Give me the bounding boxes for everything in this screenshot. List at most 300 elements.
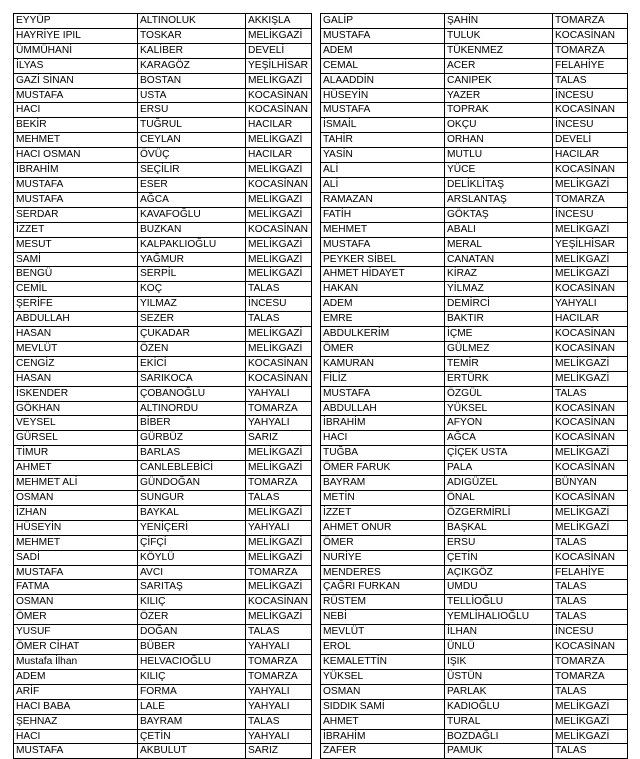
district-cell: KOCASİNAN [246,356,312,371]
table-row [14,714,312,729]
table-row [14,282,312,297]
first-name-cell: YASİN [321,148,445,163]
first-name-cell: BENGÜ [14,267,138,282]
surname-cell: ÖVÜÇ [138,148,246,163]
district-cell: TOMARZA [246,565,312,580]
district-cell: HACILAR [553,148,628,163]
first-name-cell: ADEM [14,669,138,684]
surname-cell: DOĞAN [138,625,246,640]
table-row [14,192,312,207]
surname-cell: KAVAFOĞLU [138,207,246,222]
table-row [321,341,628,356]
table-row [321,222,628,237]
surname-cell: ŞAHİN [445,14,553,29]
surname-cell: ÖZEN [138,341,246,356]
table-row [14,744,312,759]
first-name-cell: FATMA [14,580,138,595]
table-row [321,163,628,178]
first-name-cell: ÇAĞRI FURKAN [321,580,445,595]
table-row [14,491,312,506]
surname-cell: GÜRBÜZ [138,431,246,446]
first-name-cell: CENGİZ [14,356,138,371]
district-cell: MELİKGAZİ [246,192,312,207]
first-name-cell: AHMET [321,714,445,729]
district-cell: KOCASİNAN [553,282,628,297]
district-cell: MELİKGAZİ [246,505,312,520]
surname-cell: ÇOBANOĞLU [138,386,246,401]
first-name-cell: ÜMMÜHANİ [14,43,138,58]
surname-cell: ERTÜRK [445,371,553,386]
surname-cell: ORHAN [445,133,553,148]
first-name-cell: MUSTAFA [14,192,138,207]
first-name-cell: MUSTAFA [14,565,138,580]
district-cell: KOCASİNAN [246,371,312,386]
table-row [14,625,312,640]
first-name-cell: MESUT [14,237,138,252]
table-row [14,640,312,655]
table-row [14,356,312,371]
table-row [321,476,628,491]
first-name-cell: MEVLÜT [321,625,445,640]
district-cell: TOMARZA [246,476,312,491]
district-cell: YAHYALI [246,416,312,431]
table-row [321,371,628,386]
surname-cell: ABALI [445,222,553,237]
surname-cell: KADIOĞLU [445,699,553,714]
surname-cell: YEMLİHALIOĞLU [445,610,553,625]
surname-cell: ÇETİN [138,729,246,744]
table-row [321,714,628,729]
table-row [14,177,312,192]
surname-cell: KILIÇ [138,595,246,610]
surname-cell: ÖZGÜL [445,386,553,401]
table-row [14,684,312,699]
district-cell: MELİKGAZİ [553,505,628,520]
district-cell: SARIZ [246,431,312,446]
surname-cell: KILIÇ [138,669,246,684]
table-row [321,103,628,118]
first-name-cell: ADEM [321,43,445,58]
surname-cell: TOPRAK [445,103,553,118]
district-cell: MELİKGAZİ [553,729,628,744]
first-name-cell: İSMAİL [321,118,445,133]
surname-cell: ALTINORDU [138,401,246,416]
surname-cell: KARAGÖZ [138,58,246,73]
district-cell: TALAS [246,625,312,640]
surname-cell: ERSU [138,103,246,118]
table-row [14,103,312,118]
first-name-cell: ŞERİFE [14,297,138,312]
surname-cell: UMDU [445,580,553,595]
table-row [321,565,628,580]
first-name-cell: OSMAN [14,595,138,610]
surname-cell: BAYRAM [138,714,246,729]
district-cell: TOMARZA [553,14,628,29]
surname-cell: TÜKENMEZ [445,43,553,58]
table-row [14,699,312,714]
district-cell: MELİKGAZİ [553,699,628,714]
table-row [321,73,628,88]
first-name-cell: ÖMER [321,535,445,550]
district-cell: TALAS [553,386,628,401]
district-cell: YEŞİLHİSAR [246,58,312,73]
surname-cell: FORMA [138,684,246,699]
first-name-cell: MEHMET [14,133,138,148]
surname-cell: TULUK [445,28,553,43]
district-cell: KOCASİNAN [246,103,312,118]
district-cell: MELİKGAZİ [553,356,628,371]
table-row [321,14,628,29]
table-row [14,312,312,327]
surname-cell: USTA [138,88,246,103]
table-row [321,43,628,58]
first-name-cell: HACI OSMAN [14,148,138,163]
district-cell: TALAS [553,610,628,625]
surname-cell: HELVACIOĞLU [138,654,246,669]
table-row [14,654,312,669]
surname-cell: IŞIK [445,654,553,669]
first-name-cell: MUSTAFA [14,88,138,103]
surname-cell: SEZER [138,312,246,327]
first-name-cell: SAMİ [14,252,138,267]
table-row [14,133,312,148]
surname-cell: ÜSTÜN [445,669,553,684]
first-name-cell: MUSTAFA [321,28,445,43]
first-name-cell: TAHİR [321,133,445,148]
first-name-cell: ABDULLAH [321,401,445,416]
table-row [321,505,628,520]
district-cell: TOMARZA [246,654,312,669]
district-cell: MELİKGAZİ [246,163,312,178]
district-cell: KOCASİNAN [553,491,628,506]
surname-cell: GÜNDOĞAN [138,476,246,491]
surname-cell: YÜCE [445,163,553,178]
surname-cell: GÖKTAŞ [445,207,553,222]
first-name-cell: HACI [14,729,138,744]
district-cell: KOCASİNAN [553,103,628,118]
surname-cell: ESER [138,177,246,192]
table-row [321,520,628,535]
surname-cell: ÖZGERMİRLİ [445,505,553,520]
first-name-cell: EYYÜP [14,14,138,29]
first-name-cell: SERDAR [14,207,138,222]
first-name-cell: RAMAZAN [321,192,445,207]
first-name-cell: FATİH [321,207,445,222]
first-name-cell: YÜKSEL [321,669,445,684]
first-name-cell: İSKENDER [14,386,138,401]
table-row [14,535,312,550]
surname-cell: AÇIKGÖZ [445,565,553,580]
surname-cell: MERAL [445,237,553,252]
district-cell: MELİKGAZİ [246,73,312,88]
district-cell: İNCESU [553,625,628,640]
first-name-cell: EMRE [321,312,445,327]
surname-cell: AĞCA [445,431,553,446]
first-name-cell: AHMET [14,461,138,476]
table-row [321,312,628,327]
table-row [14,163,312,178]
district-cell: MELİKGAZİ [246,610,312,625]
district-cell: MELİKGAZİ [553,446,628,461]
first-name-cell: BAYRAM [321,476,445,491]
district-cell: YAHYALI [553,297,628,312]
table-row [321,88,628,103]
table-row [14,327,312,342]
surname-cell: CANIPEK [445,73,553,88]
table-row [14,222,312,237]
table-row [321,192,628,207]
left-name-table [13,13,312,759]
surname-cell: ÇETİN [445,550,553,565]
first-name-cell: ÖMER FARUK [321,461,445,476]
table-row [14,550,312,565]
table-row [14,118,312,133]
surname-cell: ÖZER [138,610,246,625]
district-cell: TALAS [246,282,312,297]
surname-cell: ADIGÜZEL [445,476,553,491]
first-name-cell: MEVLÜT [14,341,138,356]
first-name-cell: KAMURAN [321,356,445,371]
table-row [321,431,628,446]
district-cell: MELİKGAZİ [246,580,312,595]
surname-cell: DELİKLİTAŞ [445,177,553,192]
district-cell: MELİKGAZİ [553,222,628,237]
district-cell: SARIZ [246,744,312,759]
surname-cell: BUZKAN [138,222,246,237]
table-row [321,654,628,669]
table-row [321,669,628,684]
first-name-cell: ALİ [321,163,445,178]
first-name-cell: Mustafa İlhan [14,654,138,669]
table-row [14,520,312,535]
surname-cell: TURAL [445,714,553,729]
surname-cell: CANLEBLEBİCİ [138,461,246,476]
table-row [14,595,312,610]
district-cell: MELİKGAZİ [246,550,312,565]
surname-cell: TELLİOĞLU [445,595,553,610]
table-row [14,446,312,461]
district-cell: TALAS [553,595,628,610]
district-cell: AKKIŞLA [246,14,312,29]
table-row [14,729,312,744]
first-name-cell: ÖMER [321,341,445,356]
district-cell: TALAS [553,744,628,759]
first-name-cell: SIDDIK SAMİ [321,699,445,714]
table-row [14,207,312,222]
table-row [321,491,628,506]
surname-cell: ÇUKADAR [138,327,246,342]
district-cell: BÜNYAN [553,476,628,491]
surname-cell: YİLMAZ [445,282,553,297]
table-row [321,729,628,744]
first-name-cell: HAYRİYE IPIL [14,28,138,43]
table-row [14,461,312,476]
surname-cell: YAZER [445,88,553,103]
first-name-cell: KEMALETTİN [321,654,445,669]
surname-cell: BÜBER [138,640,246,655]
district-cell: KOCASİNAN [246,595,312,610]
first-name-cell: ÖMER CİHAT [14,640,138,655]
surname-cell: DEMİRCİ [445,297,553,312]
district-cell: HACILAR [246,148,312,163]
district-cell: YAHYALI [246,640,312,655]
surname-cell: İLHAN [445,625,553,640]
surname-cell: İÇME [445,327,553,342]
surname-cell: KİRAZ [445,267,553,282]
first-name-cell: HACI BABA [14,699,138,714]
district-cell: MELİKGAZİ [246,341,312,356]
table-row [321,640,628,655]
surname-cell: PARLAK [445,684,553,699]
district-cell: MELİKGAZİ [246,461,312,476]
surname-cell: PALA [445,461,553,476]
table-row [321,252,628,267]
district-cell: TALAS [246,312,312,327]
first-name-cell: HACI [321,431,445,446]
first-name-cell: MUSTAFA [14,177,138,192]
surname-cell: ARSLANTAŞ [445,192,553,207]
first-name-cell: EROL [321,640,445,655]
first-name-cell: SADİ [14,550,138,565]
first-name-cell: İBRAHİM [14,163,138,178]
first-name-cell: HASAN [14,327,138,342]
first-name-cell: HÜSEYİN [14,520,138,535]
surname-cell: YÜKSEL [445,401,553,416]
table-row [14,669,312,684]
district-cell: TOMARZA [553,669,628,684]
district-cell: KOCASİNAN [553,28,628,43]
table-row [321,133,628,148]
district-cell: TALAS [553,684,628,699]
surname-cell: ÇİFÇİ [138,535,246,550]
table-row [321,177,628,192]
district-cell: DEVELİ [246,43,312,58]
table-row [321,237,628,252]
first-name-cell: ÖMER [14,610,138,625]
district-cell: KOCASİNAN [246,177,312,192]
district-cell: MELİKGAZİ [553,252,628,267]
district-cell: TALAS [553,580,628,595]
first-name-cell: AHMET HİDAYET [321,267,445,282]
first-name-cell: CEMAL [321,58,445,73]
district-cell: MELİKGAZİ [246,133,312,148]
first-name-cell: ABDULLAH [14,312,138,327]
surname-cell: YENİÇERİ [138,520,246,535]
first-name-cell: GÜRSEL [14,431,138,446]
surname-cell: BİBER [138,416,246,431]
surname-cell: MUTLU [445,148,553,163]
surname-cell: YAĞMUR [138,252,246,267]
table-row [321,744,628,759]
first-name-cell: FİLİZ [321,371,445,386]
district-cell: YAHYALI [246,699,312,714]
first-name-cell: ADEM [321,297,445,312]
surname-cell: KALPAKLIOĞLU [138,237,246,252]
table-row [321,148,628,163]
table-row [321,401,628,416]
table-row [14,580,312,595]
surname-cell: BOSTAN [138,73,246,88]
first-name-cell: BEKİR [14,118,138,133]
surname-cell: ALTINOLUK [138,14,246,29]
surname-cell: SARITAŞ [138,580,246,595]
first-name-cell: İZZET [321,505,445,520]
district-cell: MELİKGAZİ [246,237,312,252]
district-cell: YEŞİLHİSAR [553,237,628,252]
district-cell: MELİKGAZİ [246,252,312,267]
table-row [321,550,628,565]
first-name-cell: MUSTAFA [14,744,138,759]
district-cell: TOMARZA [246,669,312,684]
surname-cell: BOZDAĞLI [445,729,553,744]
district-cell: TOMARZA [246,401,312,416]
first-name-cell: HASAN [14,371,138,386]
surname-cell: ÜNLÜ [445,640,553,655]
table-row [14,28,312,43]
surname-cell: KOÇ [138,282,246,297]
surname-cell: BAKTIR [445,312,553,327]
table-row [321,207,628,222]
first-name-cell: MUSTAFA [321,237,445,252]
table-row [321,535,628,550]
first-name-cell: ALİ [321,177,445,192]
table-row [14,416,312,431]
table-row [321,684,628,699]
table-row [14,610,312,625]
district-cell: MELİKGAZİ [553,371,628,386]
surname-cell: AKBULUT [138,744,246,759]
first-name-cell: GÖKHAN [14,401,138,416]
table-row [14,73,312,88]
surname-cell: BAŞKAL [445,520,553,535]
first-name-cell: MEHMET [321,222,445,237]
surname-cell: KALİBER [138,43,246,58]
first-name-cell: HÜSEYİN [321,88,445,103]
table-row [14,386,312,401]
first-name-cell: ŞEHNAZ [14,714,138,729]
surname-cell: ERSU [445,535,553,550]
first-name-cell: OSMAN [14,491,138,506]
district-cell: KOCASİNAN [553,163,628,178]
surname-cell: SUNGUR [138,491,246,506]
surname-cell: KÖYLÜ [138,550,246,565]
table-row [321,267,628,282]
first-name-cell: İZZET [14,222,138,237]
surname-cell: AĞCA [138,192,246,207]
district-cell: MELİKGAZİ [246,535,312,550]
district-cell: MELİKGAZİ [553,267,628,282]
table-row [321,580,628,595]
surname-cell: SARIKOCA [138,371,246,386]
district-cell: YAHYALI [246,386,312,401]
district-cell: KOCASİNAN [553,327,628,342]
table-row [14,252,312,267]
table-row [14,297,312,312]
district-cell: YAHYALI [246,520,312,535]
surname-cell: LALE [138,699,246,714]
surname-cell: AVCI [138,565,246,580]
first-name-cell: TİMUR [14,446,138,461]
district-cell: KOCASİNAN [553,431,628,446]
first-name-cell: İBRAHİM [321,729,445,744]
first-name-cell: GALİP [321,14,445,29]
first-name-cell: MUSTAFA [321,103,445,118]
district-cell: TOMARZA [553,43,628,58]
district-cell: DEVELİ [553,133,628,148]
first-name-cell: ABDULKERİM [321,327,445,342]
first-name-cell: NURİYE [321,550,445,565]
district-cell: TALAS [553,535,628,550]
